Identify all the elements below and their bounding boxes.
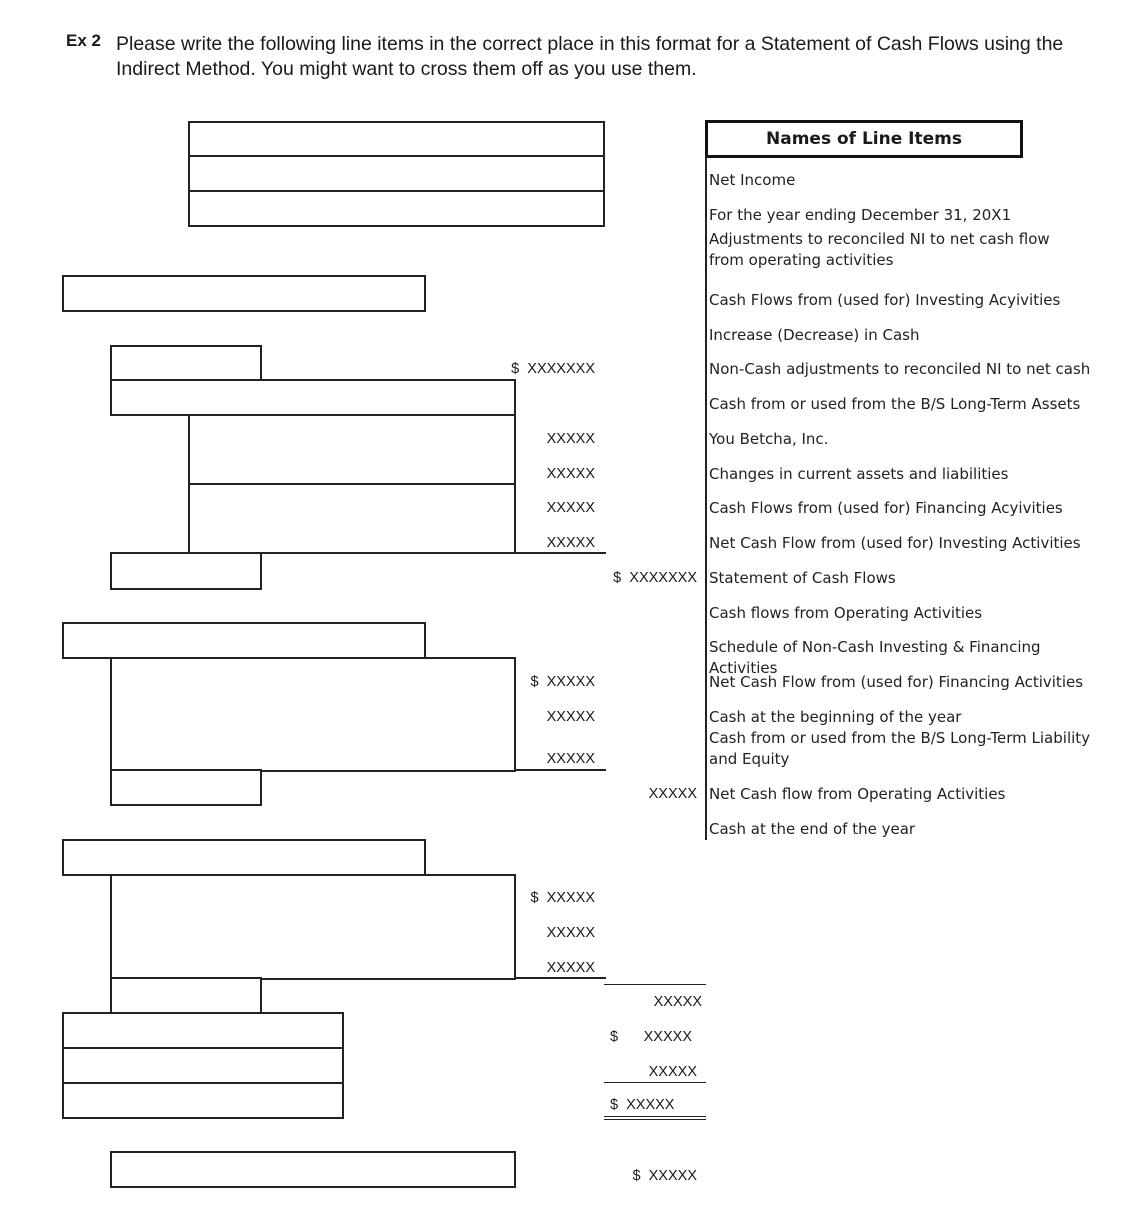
exercise-label: Ex 2 (66, 31, 101, 50)
line-item: Cash flows from Operating Activities (709, 604, 983, 622)
amount-inv-3: XXXXX (546, 751, 595, 767)
investing-subtotal-line (514, 769, 606, 771)
line-item: Increase (Decrease) in Cash (709, 326, 920, 344)
net-cash-financing-box[interactable] (110, 977, 262, 1014)
line-item: Schedule of Non-Cash Investing & Financing Activities (709, 638, 1041, 677)
long-term-liability-equity-box[interactable] (110, 874, 516, 980)
amount-fin-1: $ XXXXX (530, 890, 595, 906)
line-item: Statement of Cash Flows (709, 569, 896, 587)
adjustments-box[interactable] (110, 379, 516, 416)
amount-op-2: XXXXX (546, 466, 595, 482)
ending-double-underline-2 (604, 1119, 706, 1120)
instructions: Please write the following line items in the correct place in this format for a Statement of Cash Flows using the Indirect Method. You might want to cross them off as you use them. (116, 33, 1064, 80)
ending-double-underline-1 (604, 1116, 706, 1117)
net-income-box[interactable] (110, 345, 262, 381)
amount-op-1: XXXXX (546, 431, 595, 447)
amount-increase: XXXXX (643, 1029, 692, 1045)
line-item: Cash at the end of the year (709, 820, 916, 838)
financing-total-overline (604, 984, 706, 985)
line-item: For the year ending December 31, 20X1 (709, 206, 1012, 224)
line-item: Cash Flows from (used for) Financing Acyivities (709, 499, 1063, 517)
cash-beginning-box[interactable] (62, 1047, 344, 1084)
financing-section-title-box[interactable] (62, 839, 426, 876)
financing-subtotal-line (514, 977, 606, 979)
amount-ending: $ XXXXX (610, 1097, 675, 1113)
noncash-schedule-box[interactable] (110, 1151, 516, 1188)
line-item: Adjustments to reconciled NI to net cash flow from operating activities (709, 230, 1050, 269)
amount-net-cash-operating: $ XXXXXXX (613, 570, 697, 586)
amount-fin-3: XXXXX (546, 960, 595, 976)
line-item: Non-Cash adjustments to reconciled NI to net cash (709, 360, 1091, 378)
names-panel-border (705, 156, 707, 840)
line-item: Cash at the beginning of the year (709, 708, 962, 726)
beginning-underline (604, 1082, 706, 1083)
line-item: Cash from or used from the B/S Long-Term Liability and Equity (709, 729, 1091, 768)
amount-inv-2: XXXXX (546, 709, 595, 725)
line-item: Net Cash Flow from (used for) Investing Activities (709, 534, 1081, 552)
net-cash-investing-box[interactable] (110, 769, 262, 806)
line-item: Cash from or used from the B/S Long-Term Assets (709, 395, 1081, 413)
line-item: Net Cash Flow from (used for) Financing Activities (709, 673, 1084, 691)
cash-end-box[interactable] (62, 1082, 344, 1119)
amount-op-4: XXXXX (546, 535, 595, 551)
noncash-adjustments-box[interactable] (188, 414, 516, 485)
amount-net-income: $ XXXXXXX (511, 361, 595, 377)
line-item: Net Income (709, 171, 796, 189)
long-term-assets-box[interactable] (110, 657, 516, 772)
increase-decrease-box[interactable] (62, 1012, 344, 1049)
heading-statement-box[interactable] (188, 155, 605, 192)
line-item: Changes in current assets and liabilities (709, 465, 1009, 483)
amount-net-cash-financing: XXXXX (653, 994, 702, 1010)
amount-beginning: XXXXX (648, 1064, 697, 1080)
net-cash-operating-box[interactable] (110, 552, 262, 590)
line-item: Net Cash flow from Operating Activities (709, 785, 1006, 803)
amount-op-3: XXXXX (546, 500, 595, 516)
heading-company-box[interactable] (188, 121, 605, 157)
line-item: Cash Flows from (used for) Investing Acyivities (709, 291, 1061, 309)
amount-dollar-sign: $ (610, 1029, 619, 1045)
amount-noncash-schedule: $ XXXXX (632, 1168, 697, 1184)
names-of-line-items-title: Names of Line Items (705, 120, 1023, 158)
amount-net-cash-investing: XXXXX (648, 786, 697, 802)
amount-fin-2: XXXXX (546, 925, 595, 941)
line-item: You Betcha, Inc. (709, 430, 829, 448)
operating-subtotal-line (514, 552, 606, 554)
current-changes-box[interactable] (188, 483, 516, 554)
heading-period-box[interactable] (188, 190, 605, 227)
investing-section-title-box[interactable] (62, 622, 426, 659)
operating-section-title-box[interactable] (62, 275, 426, 312)
amount-inv-1: $ XXXXX (530, 674, 595, 690)
